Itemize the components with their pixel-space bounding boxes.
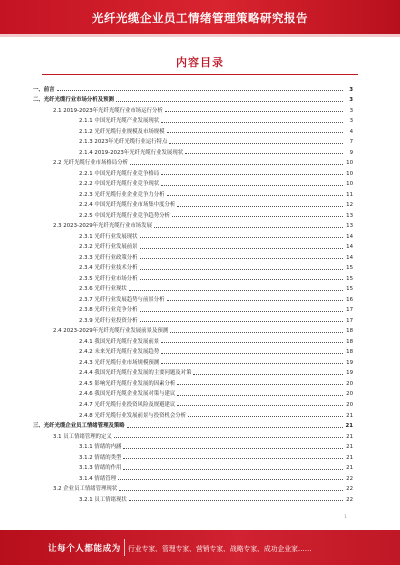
toc-entry-label: 一、前言 bbox=[33, 86, 55, 93]
toc-entry-label: 2.1.3 2023年光纤光缆行业运行特点 bbox=[79, 139, 168, 146]
toc-entry-page: 21 bbox=[346, 433, 353, 440]
toc-entry-label: 2.1.4 2019-2023年光纤光缆行业发展现状 bbox=[79, 149, 184, 156]
toc-entry[interactable] bbox=[33, 450, 353, 461]
toc-leader-dots bbox=[140, 237, 343, 238]
toc-leader-dots bbox=[177, 395, 343, 396]
toc-entry[interactable] bbox=[33, 156, 353, 167]
toc-leader-dots bbox=[140, 321, 343, 322]
toc-heading: 内容目录 bbox=[176, 56, 224, 69]
toc-leader-dots bbox=[119, 490, 343, 491]
toc-entry-page: 9 bbox=[349, 149, 353, 156]
toc-heading-rule bbox=[42, 74, 358, 75]
toc-entry[interactable] bbox=[33, 303, 353, 314]
toc-entry-page: 3 bbox=[349, 86, 353, 93]
toc-leader-dots bbox=[123, 458, 343, 459]
toc-leader-dots bbox=[185, 153, 343, 154]
toc-entry[interactable] bbox=[33, 334, 353, 345]
toc-entry-page: 13 bbox=[346, 223, 353, 230]
toc-entry-page: 10 bbox=[346, 170, 353, 177]
toc-leader-dots bbox=[193, 374, 343, 375]
toc-leader-dots bbox=[140, 311, 343, 312]
toc-entry[interactable] bbox=[33, 366, 353, 377]
table-of-contents bbox=[33, 82, 353, 503]
toc-entry[interactable] bbox=[33, 387, 353, 398]
toc-entry-page: 21 bbox=[346, 465, 353, 472]
toc-entry-label: 2.2.2 中国光纤光缆行业竞争现状 bbox=[79, 181, 160, 188]
header-divider bbox=[0, 34, 400, 37]
toc-leader-dots bbox=[140, 248, 343, 249]
toc-entry-page: 3 bbox=[349, 97, 353, 104]
toc-leader-dots bbox=[140, 279, 343, 280]
toc-leader-dots bbox=[170, 332, 343, 333]
toc-entry-label: 2.4.2 未来光纤光缆行业发展趋势 bbox=[79, 349, 160, 356]
toc-entry-page: 21 bbox=[346, 444, 353, 451]
toc-entry-page: 18 bbox=[346, 338, 353, 345]
toc-entry-page: 20 bbox=[346, 380, 353, 387]
toc-entry-page: 18 bbox=[346, 328, 353, 335]
toc-entry[interactable] bbox=[33, 408, 353, 419]
toc-entry[interactable] bbox=[33, 82, 353, 93]
toc-entry[interactable] bbox=[33, 229, 353, 240]
toc-entry[interactable] bbox=[33, 145, 353, 156]
toc-entry[interactable] bbox=[33, 198, 353, 209]
toc-entry-page: 14 bbox=[346, 254, 353, 261]
toc-leader-dots bbox=[169, 143, 343, 144]
toc-entry-label: 2.2.3 光纤光缆行业企业竞争力分析 bbox=[79, 191, 165, 198]
toc-entry[interactable] bbox=[33, 492, 353, 503]
toc-entry-label: 2.3.1 光纤行业发展现状 bbox=[79, 233, 138, 240]
report-header-bar bbox=[0, 0, 400, 34]
toc-entry-page: 3 bbox=[349, 118, 353, 125]
toc-leader-dots bbox=[127, 427, 343, 428]
footer-bar bbox=[0, 530, 400, 565]
toc-entry[interactable] bbox=[33, 166, 353, 177]
toc-entry-label: 2.2.1 中国光纤光缆行业竞争格局 bbox=[79, 170, 160, 177]
toc-leader-dots bbox=[140, 269, 343, 270]
toc-entry[interactable] bbox=[33, 124, 353, 135]
toc-entry-page: 12 bbox=[346, 202, 353, 209]
toc-entry-page: 15 bbox=[346, 275, 353, 282]
toc-entry[interactable] bbox=[33, 313, 353, 324]
toc-entry[interactable] bbox=[33, 355, 353, 366]
toc-entry-page: 17 bbox=[346, 317, 353, 324]
toc-leader-dots bbox=[123, 448, 343, 449]
toc-entry-label: 2.4.4 我国光纤光缆行业发展的主要问题及对策 bbox=[79, 370, 192, 377]
toc-entry[interactable] bbox=[33, 482, 353, 493]
toc-entry-label: 2.3.5 光纤行业市场分析 bbox=[79, 275, 138, 282]
toc-leader-dots bbox=[57, 90, 343, 91]
toc-entry-label: 2.1 2019-2023年光纤光缆行业市场运行分析 bbox=[53, 107, 163, 114]
toc-entry-page: 7 bbox=[349, 139, 353, 146]
toc-entry[interactable] bbox=[33, 177, 353, 188]
page-number: 1 bbox=[344, 515, 347, 520]
toc-entry-page: 15 bbox=[346, 286, 353, 293]
toc-entry-page: 22 bbox=[346, 496, 353, 503]
toc-leader-dots bbox=[161, 122, 343, 123]
toc-entry[interactable] bbox=[33, 429, 353, 440]
toc-leader-dots bbox=[116, 101, 343, 102]
toc-leader-dots bbox=[129, 290, 343, 291]
toc-entry-page: 18 bbox=[346, 349, 353, 356]
toc-entry-label: 3.1.2 情绪的类型 bbox=[79, 454, 122, 461]
toc-entry-label: 2.3 2023-2029年光纤光缆行业市场发展 bbox=[53, 223, 152, 230]
toc-leader-dots bbox=[161, 363, 343, 364]
toc-entry[interactable] bbox=[33, 440, 353, 451]
toc-entry-label: 3.1 员工情绪管理的定义 bbox=[53, 433, 112, 440]
toc-entry-label: 2.2.5 中国光纤光缆行业竞争趋势分析 bbox=[79, 212, 170, 219]
toc-entry-label: 2.4.5 影响光纤光缆行业发展的因素分析 bbox=[79, 380, 176, 387]
toc-entry-label: 3.2 企业员工情绪管理现状 bbox=[53, 486, 118, 493]
toc-entry-label: 2.4.3 光纤光缆行业市场规模预测 bbox=[79, 359, 160, 366]
toc-entry-label: 3.1.3 情绪的作用 bbox=[79, 465, 122, 472]
toc-entry[interactable] bbox=[33, 376, 353, 387]
toc-leader-dots bbox=[167, 195, 343, 196]
toc-entry[interactable] bbox=[33, 135, 353, 146]
toc-entry[interactable] bbox=[33, 240, 353, 251]
toc-entry-label: 2.3.3 光纤行业政策分析 bbox=[79, 254, 138, 261]
toc-entry-label: 2.1.2 光纤光缆行业规模及市场规模 bbox=[79, 128, 165, 135]
toc-leader-dots bbox=[161, 185, 343, 186]
toc-entry[interactable] bbox=[33, 397, 353, 408]
toc-entry-label: 二、光纤光缆行业市场分析及预测 bbox=[33, 97, 114, 104]
toc-entry-label: 2.3.7 光纤行业发展趋势与前景分析 bbox=[79, 296, 165, 303]
toc-entry-label: 2.3.6 光纤行业现状 bbox=[79, 286, 127, 293]
toc-leader-dots bbox=[129, 500, 343, 501]
toc-entry-label: 2.2 光纤光缆行业市场格局分析 bbox=[53, 160, 128, 167]
toc-entry-page: 22 bbox=[346, 475, 353, 482]
toc-entry[interactable] bbox=[33, 345, 353, 356]
toc-entry[interactable] bbox=[33, 282, 353, 293]
toc-entry-label: 2.3.2 光纤行业发展前景 bbox=[79, 244, 138, 251]
toc-entry-page: 16 bbox=[346, 296, 353, 303]
toc-entry-page: 22 bbox=[346, 486, 353, 493]
toc-entry[interactable] bbox=[33, 324, 353, 335]
toc-entry-label: 2.1.1 中国光纤光缆产业发展现状 bbox=[79, 118, 160, 125]
toc-entry[interactable] bbox=[33, 250, 353, 261]
toc-entry-page: 20 bbox=[346, 391, 353, 398]
toc-entry[interactable] bbox=[33, 208, 353, 219]
footer-slogan: 让每个人都能成为 bbox=[48, 544, 121, 554]
toc-entry[interactable] bbox=[33, 461, 353, 472]
report-title: 光纤光缆企业员工情绪管理策略研究报告 bbox=[92, 11, 308, 25]
toc-entry-label: 2.3.4 光纤行业技术分析 bbox=[79, 265, 138, 272]
toc-entry-label: 2.4.7 光纤光缆行业投资风险及规避建议 bbox=[79, 401, 176, 408]
toc-entry[interactable] bbox=[33, 114, 353, 125]
toc-entry-page: 11 bbox=[346, 191, 353, 198]
toc-leader-dots bbox=[161, 353, 343, 354]
toc-leader-dots bbox=[114, 437, 343, 438]
toc-leader-dots bbox=[161, 342, 343, 343]
toc-entry-page: 13 bbox=[346, 212, 353, 219]
toc-entry[interactable] bbox=[33, 93, 353, 104]
toc-entry[interactable] bbox=[33, 219, 353, 230]
toc-leader-dots bbox=[177, 384, 343, 385]
toc-leader-dots bbox=[172, 216, 343, 217]
toc-leader-dots bbox=[118, 479, 343, 480]
toc-entry-page: 19 bbox=[346, 370, 353, 377]
toc-entry-label: 2.4.6 我国光纤光缆企业发展对策与建议 bbox=[79, 391, 176, 398]
toc-entry-page: 15 bbox=[346, 265, 353, 272]
toc-entry-label: 三、光纤光缆企业员工情绪管理及策略 bbox=[33, 423, 125, 430]
toc-leader-dots bbox=[177, 405, 343, 406]
toc-entry-page: 20 bbox=[346, 401, 353, 408]
toc-leader-dots bbox=[177, 206, 343, 207]
toc-entry[interactable] bbox=[33, 292, 353, 303]
toc-entry-page: 3 bbox=[349, 107, 353, 114]
toc-entry[interactable] bbox=[33, 471, 353, 482]
toc-entry[interactable] bbox=[33, 271, 353, 282]
toc-entry-page: 10 bbox=[346, 160, 353, 167]
toc-entry[interactable] bbox=[33, 261, 353, 272]
toc-entry-page: 21 bbox=[346, 412, 353, 419]
toc-entry-page: 17 bbox=[346, 307, 353, 314]
toc-leader-dots bbox=[140, 258, 343, 259]
toc-entry-page: 21 bbox=[346, 454, 353, 461]
toc-leader-dots bbox=[188, 416, 343, 417]
toc-entry-label: 2.4.1 我国光纤光缆行业发展前景 bbox=[79, 338, 160, 345]
toc-leader-dots bbox=[165, 111, 343, 112]
toc-entry-label: 2.2.4 中国光纤光缆行业市场集中度分析 bbox=[79, 202, 176, 209]
toc-entry[interactable] bbox=[33, 419, 353, 430]
toc-entry-page: 14 bbox=[346, 244, 353, 251]
toc-entry-page: 21 bbox=[345, 423, 353, 430]
toc-entry-page: 4 bbox=[349, 128, 353, 135]
toc-entry-label: 3.1.1 情绪的内涵 bbox=[79, 444, 122, 451]
toc-leader-dots bbox=[130, 164, 343, 165]
toc-entry[interactable] bbox=[33, 103, 353, 114]
footer-divider bbox=[124, 539, 125, 556]
toc-leader-dots bbox=[123, 469, 343, 470]
toc-leader-dots bbox=[167, 132, 343, 133]
toc-entry-label: 2.3.9 光纤行业投资分析 bbox=[79, 317, 138, 324]
toc-leader-dots bbox=[161, 174, 343, 175]
toc-entry-label: 3.2.1 员工情绪现状 bbox=[79, 496, 127, 503]
footer-tagline: 行业专家、管理专家、营销专家、战略专家、成功企业家…… bbox=[128, 545, 312, 553]
toc-leader-dots bbox=[167, 300, 343, 301]
toc-entry-label: 2.4 2023-2029年光纤光缆行业发展前景及预测 bbox=[53, 328, 169, 335]
toc-entry-page: 19 bbox=[346, 359, 353, 366]
toc-entry[interactable] bbox=[33, 187, 353, 198]
toc-entry-page: 10 bbox=[346, 181, 353, 188]
toc-entry-label: 2.4.8 光纤光缆行业发展前景与投资机会分析 bbox=[79, 412, 187, 419]
toc-entry-label: 3.1.4 情绪管理 bbox=[79, 475, 116, 482]
toc-leader-dots bbox=[154, 227, 343, 228]
toc-entry-page: 14 bbox=[346, 233, 353, 240]
toc-entry-label: 2.3.8 光纤行业竞争分析 bbox=[79, 307, 138, 314]
